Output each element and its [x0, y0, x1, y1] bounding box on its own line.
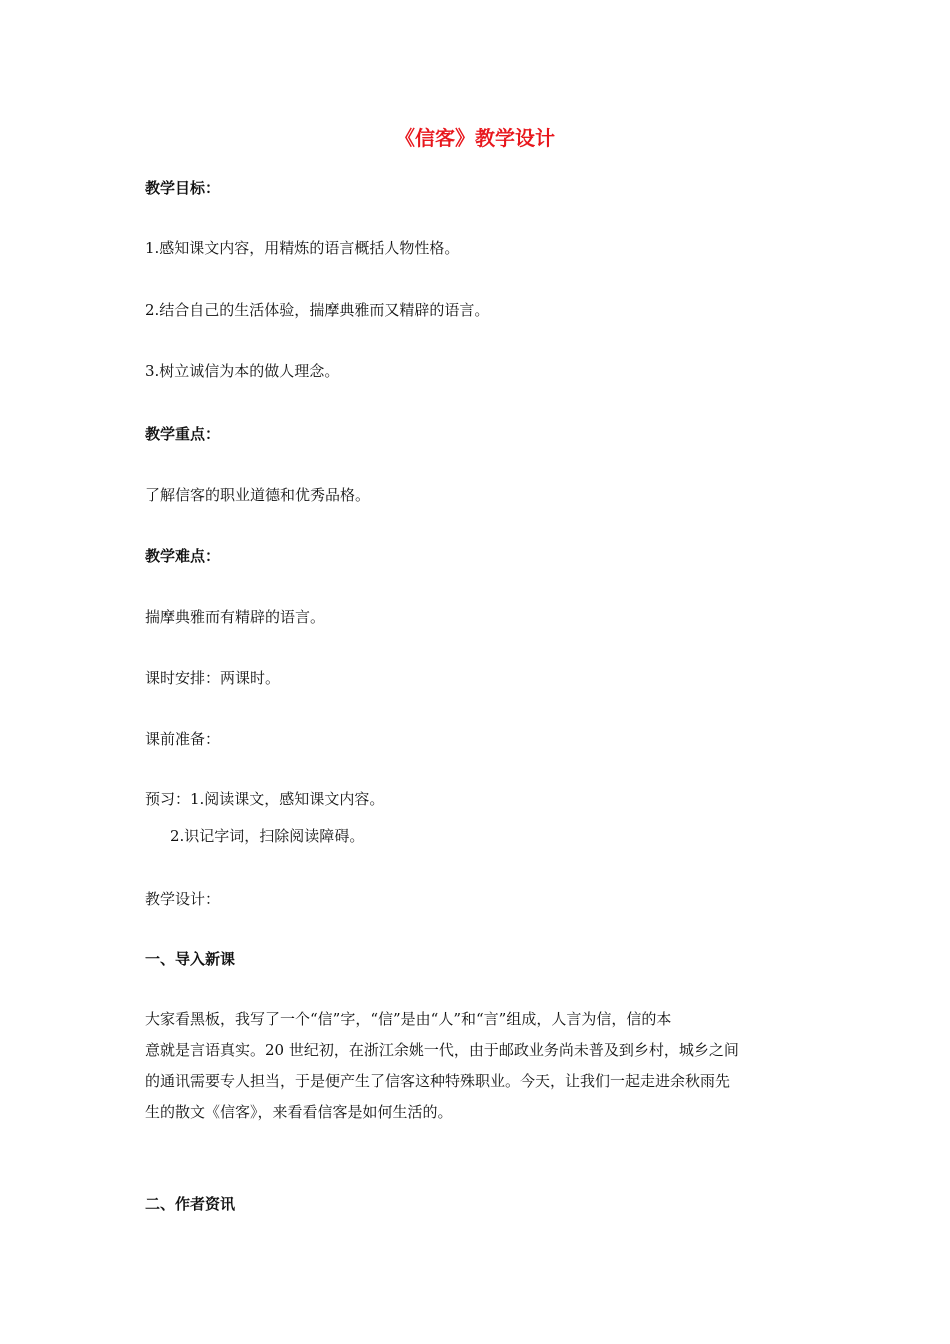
objectives-heading: 教学目标： — [145, 179, 221, 197]
schedule-text: 课时安排：两课时。 — [145, 669, 281, 687]
preparation-heading: 课前准备： — [145, 730, 221, 748]
key-points-heading: 教学重点： — [145, 425, 221, 443]
objective-item: 2.结合自己的生活体验，揣摩典雅而又精辟的语言。 — [145, 301, 490, 319]
document-title: 《信客》教学设计 — [395, 126, 555, 150]
difficulties-heading: 教学难点： — [145, 547, 221, 565]
paragraph-line: 意就是言语真实。20 世纪初，在浙江余姚一代，由于邮政业务尚未普及到乡村，城乡之间 — [145, 1041, 739, 1059]
key-points-text: 了解信客的职业道德和优秀品格。 — [145, 486, 371, 504]
preview-line: 预习：1.阅读课文，感知课文内容。 — [145, 790, 385, 808]
paragraph-line: 的通讯需要专人担当，于是便产生了信客这种特殊职业。今天，让我们一起走进余秋雨先 — [145, 1072, 731, 1090]
difficulties-text: 揣摩典雅而有精辟的语言。 — [145, 608, 326, 626]
objective-item: 1.感知课文内容，用精炼的语言概括人物性格。 — [145, 239, 460, 257]
objective-item: 3.树立诚信为本的做人理念。 — [145, 362, 340, 380]
design-heading: 教学设计： — [145, 890, 221, 908]
section2-heading: 二、作者资讯 — [145, 1195, 236, 1213]
paragraph-line: 生的散文《信客》，来看看信客是如何生活的。 — [145, 1103, 453, 1121]
paragraph-line: 大家看黑板，我写了一个“信”字，“信”是由“人”和“言”组成，人言为信，信的本 — [145, 1010, 672, 1028]
section1-heading: 一、导入新课 — [145, 950, 236, 968]
section1-paragraph — [145, 1004, 807, 1128]
preview-line: 2.识记字词，扫除阅读障碍。 — [170, 827, 365, 845]
